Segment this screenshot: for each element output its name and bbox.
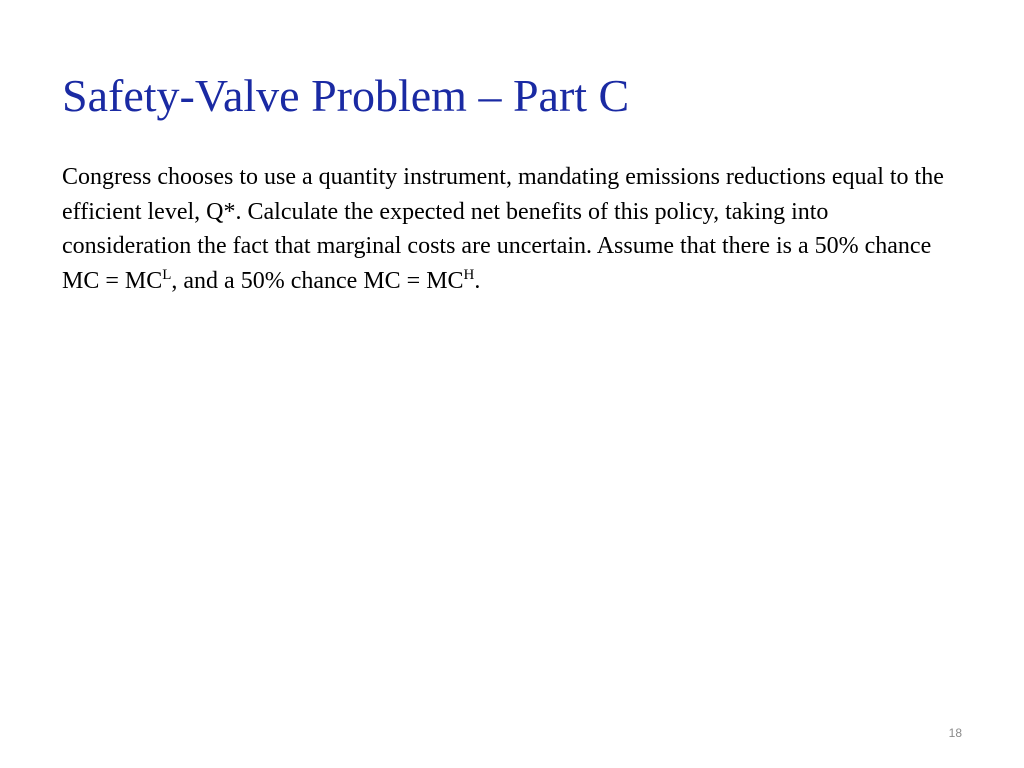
superscript-l: L [162,266,172,283]
slide-page-number: 18 [948,726,962,740]
body-text-part-2: , and a 50% chance MC = MC [171,267,464,294]
slide-title: Safety-Valve Problem – Part C [62,70,630,121]
superscript-h: H [463,266,475,283]
body-text-part-3: . [474,267,481,294]
slide-body-text [62,160,962,298]
body-text-part-1: Congress chooses to use a quantity instrument, mandating emissions reductions equal to the efficient level, Q*. Calculate the expected net benefits of this policy, taking into consideration the fact that marginal costs are uncertain. Assume that there is a 50% chance MC = MC [62,164,944,294]
